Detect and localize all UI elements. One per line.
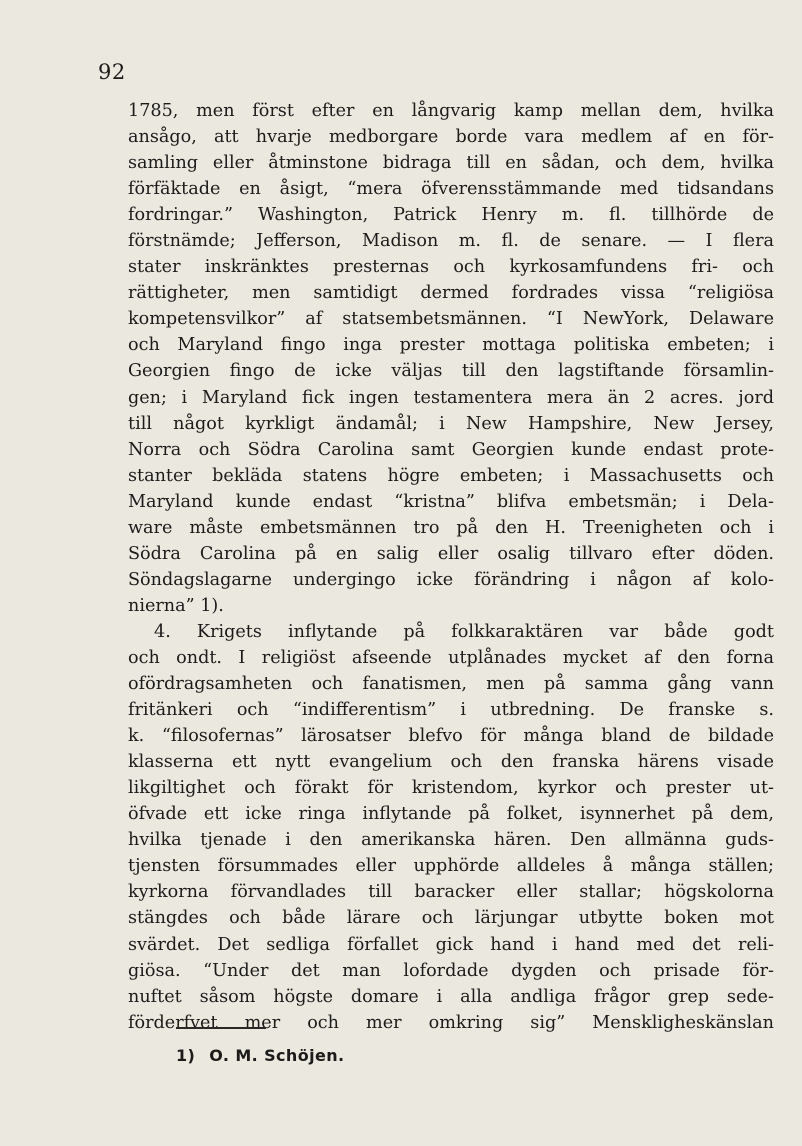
text-line: öfvade ett icke ringa inflytande på folket, isynnerhet på dem, [128, 804, 774, 825]
text-line: förfäktade en åsigt, “mera öfverensstämmande med tidsandans [128, 179, 774, 200]
text-line: tjensten försummades eller upphörde alldeles å många ställen; [128, 856, 774, 877]
text-line: ansågo, att hvarje medborgare borde vara medlem af en för- [128, 127, 774, 148]
text-line: ware måste embetsmännen tro på den H. Treenigheten och i [128, 517, 774, 538]
text-line: stanter bekläda statens högre embeten; i Massachusetts och [128, 465, 774, 486]
footnote-text: O. M. Schöjen. [209, 1046, 345, 1065]
text-line: till något kyrkligt ändamål; i New Hampshire, New Jersey, [128, 413, 774, 434]
text-line: förderfvet mer och mer omkring sig” Menskligheskänslan [128, 1012, 774, 1033]
footnote [176, 1046, 345, 1065]
text-line: klasserna ett nytt evangelium och den franska härens visade [128, 752, 774, 773]
text-line: kyrkorna förvandlades till baracker eller stallar; högskolorna [128, 882, 774, 903]
text-line: ofördragsamheten och fanatismen, men på samma gång vann [128, 674, 774, 695]
text-line: Maryland kunde endast “kristna” blifva embetsmän; i Dela- [128, 491, 774, 512]
text-line: rättigheter, men samtidigt dermed fordrades vissa “religiösa [128, 283, 774, 304]
text-line: stängdes och både lärare och lärjungar utbytte boken mot [128, 908, 774, 929]
text-line: Norra och Södra Carolina samt Georgien kunde endast prote- [128, 439, 774, 460]
footnote-mark: 1) [176, 1046, 196, 1065]
text-line: fordringar.” Washington, Patrick Henry m. fl. tillhörde de [128, 205, 774, 226]
text-line: förstnämde; Jefferson, Madison m. fl. de senare. — I flera [128, 231, 774, 252]
text-line: likgiltighet och förakt för kristendom, kyrkor och prester ut- [128, 778, 774, 799]
text-line: nierna” 1). [128, 595, 224, 616]
text-line: Södra Carolina på en salig eller osalig tillvaro efter döden. [128, 543, 774, 564]
text-line: samling eller åtminstone bidraga till en sådan, och dem, hvilka [128, 153, 774, 174]
text-line: 1785, men först efter en långvarig kamp mellan dem, hvilka [128, 101, 774, 121]
section-heading-line: 4. Krigets inflytande på folkkaraktären var både godt [154, 621, 774, 642]
text-line: fritänkeri och “indifferentism” i utbredning. De franske s. [128, 700, 774, 721]
text-line: giösa. “Under det man lofordade dygden och prisade för- [128, 960, 774, 981]
text-line: och ondt. I religiöst afseende utplånades mycket af den forna [128, 647, 774, 668]
text-line: Söndagslagarne undergingo icke förändring i någon af kolo- [128, 569, 774, 590]
text-line: nuftet såsom högste domare i alla andliga frågor grep sede- [128, 986, 774, 1007]
text-line: gen; i Maryland fick ingen testamentera mera än 2 acres. jord [128, 387, 774, 408]
text-line: svärdet. Det sedliga förfallet gick hand i hand med det reli- [128, 934, 774, 955]
text-line: k. “filosofernas” lärosatser blefvo för många bland de bildade [128, 726, 774, 747]
page-number: 92 [98, 60, 126, 84]
text-line: och Maryland fingo inga prester mottaga politiska embeten; i [128, 335, 774, 356]
text-line: kompetensvilkor” af statsembetsmännen. “I NewYork, Delaware [128, 309, 774, 330]
footnote-divider [176, 1027, 266, 1029]
body-text [128, 98, 774, 1036]
text-line: Georgien fingo de icke väljas till den lagstiftande församlin- [128, 361, 774, 382]
text-line: stater inskränktes presternas och kyrkosamfundens fri- och [128, 257, 774, 278]
text-line: hvilka tjenade i den amerikanska hären. Den allmänna guds- [128, 830, 774, 851]
